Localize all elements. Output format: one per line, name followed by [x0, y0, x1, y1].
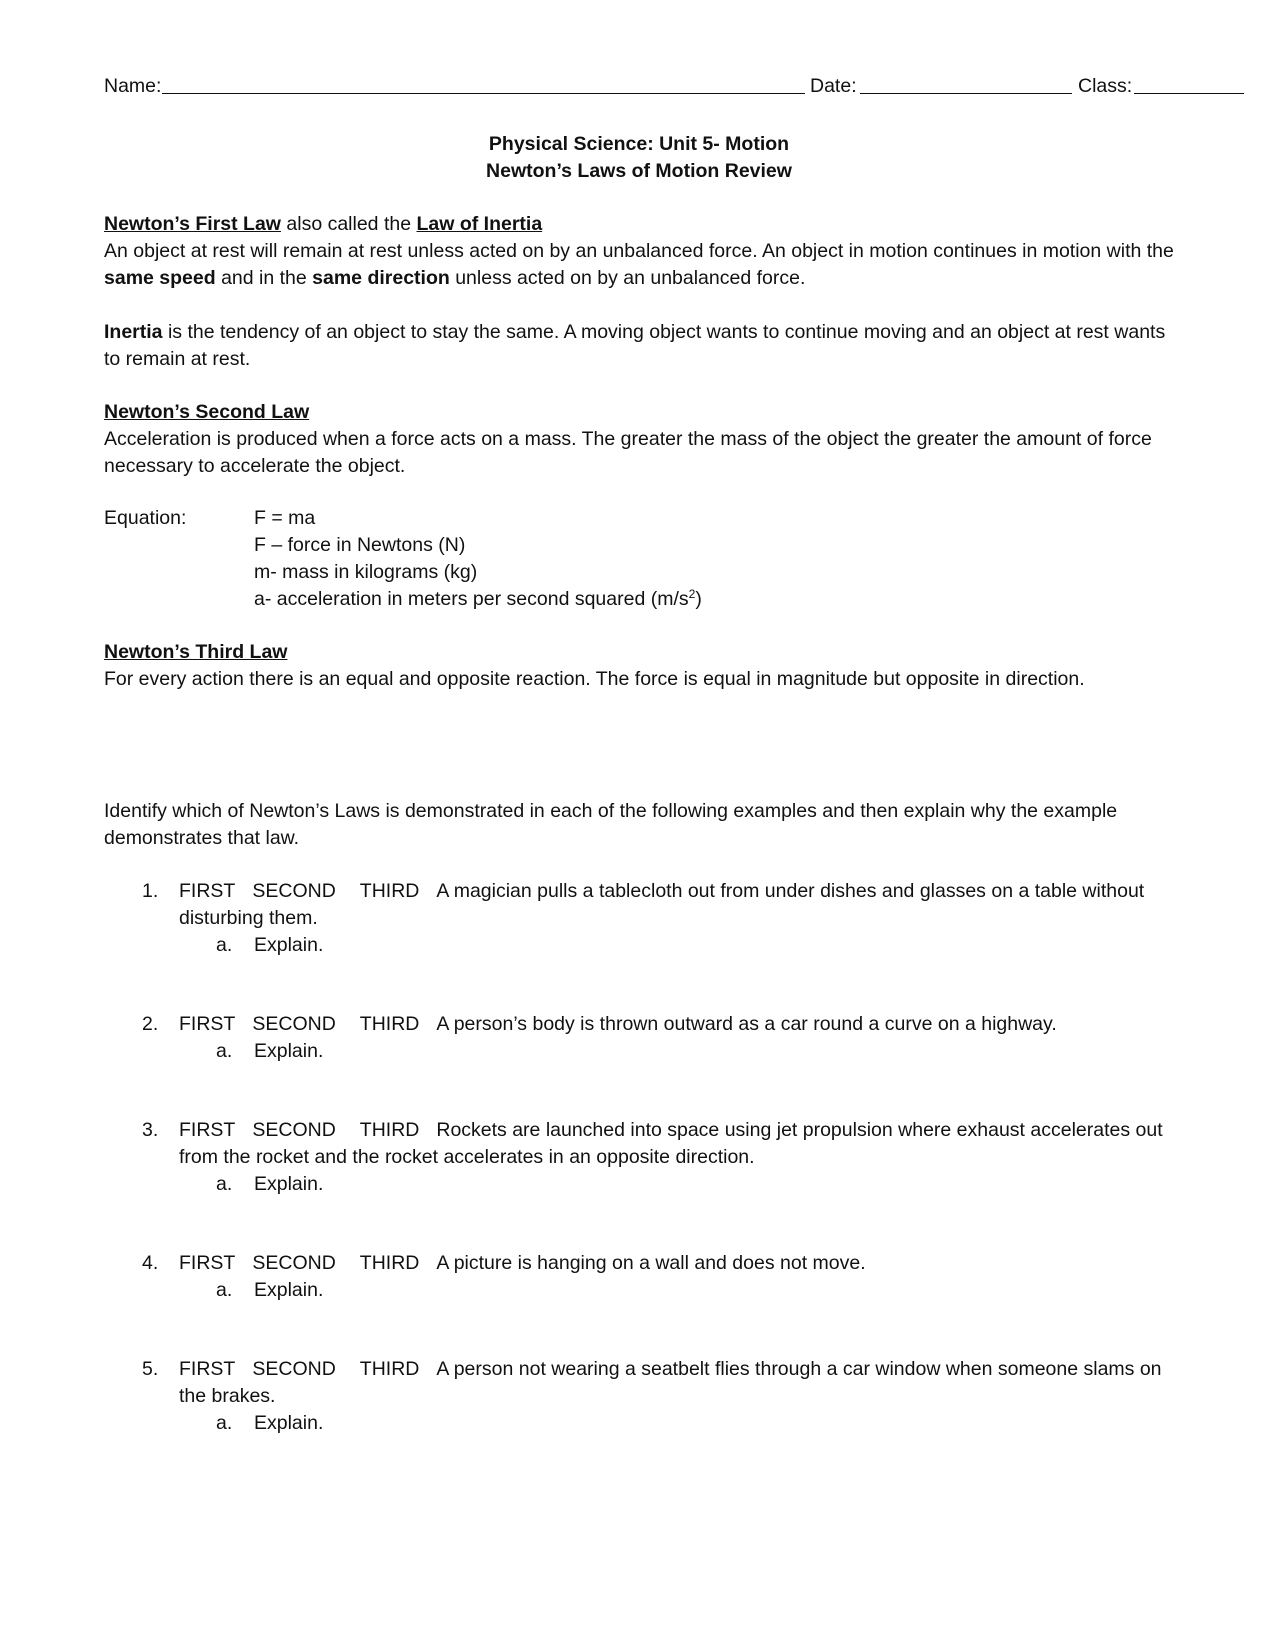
question-text: A person not wearing a seatbelt flies through a car window when someone slams on the brakes. [179, 1358, 1162, 1407]
option-second[interactable]: SECOND [252, 1252, 336, 1274]
option-second[interactable]: SECOND [252, 1358, 336, 1380]
acceleration-exponent: 2 [688, 587, 696, 601]
acceleration-definition-text: a- acceleration in meters per second squared (m/s [254, 588, 689, 610]
question-number: 2. [142, 1013, 159, 1035]
first-law-section [104, 211, 1174, 292]
date-blank [860, 73, 1072, 94]
explain-text: Explain. [254, 1279, 324, 1301]
instructions: Identify which of Newton’s Laws is demonstrated in each of the following examples and then explain why the example demonstrates that law. [104, 800, 1118, 849]
first-law-text [104, 238, 1174, 292]
acceleration-close-paren: ) [695, 588, 702, 610]
third-law-text: For every action there is an equal and opposite reaction. The force is equal in magnitude but opposite in direction. [104, 668, 1085, 690]
explain-text: Explain. [254, 1040, 324, 1062]
option-third[interactable]: THIRD [359, 1358, 420, 1380]
question-2 [104, 1011, 1174, 1065]
first-law-alias: Law of Inertia [416, 213, 543, 235]
second-law-text: Acceleration is produced when a force acts on a mass. The greater the mass of the object the greater the amount of force necessary to accelerate the object. [104, 428, 1152, 477]
title-line-2: Newton’s Laws of Motion Review [486, 160, 792, 182]
option-first[interactable]: FIRST [179, 1358, 236, 1380]
mass-definition-row [104, 559, 1174, 586]
option-first[interactable]: FIRST [179, 1013, 236, 1035]
option-third[interactable]: THIRD [359, 1013, 420, 1035]
title-line-1: Physical Science: Unit 5- Motion [488, 133, 790, 155]
question-number: 4. [142, 1252, 159, 1274]
option-first[interactable]: FIRST [179, 1119, 236, 1141]
question-3 [104, 1117, 1174, 1198]
question-number: 5. [142, 1358, 159, 1380]
third-law-heading: Newton’s Third Law [104, 641, 288, 663]
option-third[interactable]: THIRD [359, 1252, 420, 1274]
option-third[interactable]: THIRD [359, 1119, 420, 1141]
explain-label: a. [216, 934, 233, 956]
first-law-text-part-1: An object at rest will remain at rest unless acted on by an unbalanced force. An object in motion continues in motion with the [104, 240, 1174, 262]
question-4 [104, 1250, 1174, 1304]
question-text: A picture is hanging on a wall and does not move. [436, 1252, 866, 1274]
question-prompt [179, 1250, 1174, 1277]
equation-row [104, 505, 1174, 532]
option-second[interactable]: SECOND [252, 880, 336, 902]
inertia-section [104, 319, 1174, 373]
class-label: Class: [1078, 75, 1133, 97]
equation-label: Equation: [104, 507, 187, 529]
acceleration-definition-row [104, 586, 1174, 613]
first-law-text-part-2: and in the [215, 267, 313, 289]
explain-text: Explain. [254, 934, 324, 956]
explain-label: a. [216, 1040, 233, 1062]
question-number: 1. [142, 880, 159, 902]
question-text: A person’s body is thrown outward as a car round a curve on a highway. [436, 1013, 1057, 1035]
student-info-header [104, 73, 1174, 100]
option-second[interactable]: SECOND [252, 1119, 336, 1141]
class-blank [1134, 73, 1244, 94]
question-1 [104, 878, 1174, 959]
question-prompt [179, 878, 1174, 932]
mass-definition: m- mass in kilograms (kg) [254, 561, 478, 583]
option-second[interactable]: SECOND [252, 1013, 336, 1035]
question-prompt [179, 1356, 1174, 1410]
option-first[interactable]: FIRST [179, 880, 236, 902]
explain-text: Explain. [254, 1173, 324, 1195]
explain-label: a. [216, 1412, 233, 1434]
first-law-bold-speed: same speed [104, 267, 216, 289]
option-third[interactable]: THIRD [359, 880, 420, 902]
question-text: A magician pulls a tablecloth out from under dishes and glasses on a table without disturbing them. [179, 880, 1145, 929]
force-definition: F – force in Newtons (N) [254, 534, 466, 556]
first-law-also: also called the [280, 213, 417, 235]
question-prompt [179, 1011, 1174, 1038]
question-number: 3. [142, 1119, 159, 1141]
equation-section [104, 505, 1174, 615]
explain-text: Explain. [254, 1412, 324, 1434]
name-blank [162, 73, 805, 94]
first-law-text-part-3: unless acted on by an unbalanced force. [449, 267, 806, 289]
explain-label: a. [216, 1173, 233, 1195]
option-first[interactable]: FIRST [179, 1252, 236, 1274]
force-definition-row [104, 532, 1174, 559]
second-law-heading: Newton’s Second Law [104, 401, 310, 423]
name-label: Name: [104, 75, 162, 97]
date-label: Date: [810, 75, 857, 97]
second-law-section [104, 399, 1174, 480]
worksheet-title [104, 131, 1174, 185]
third-law-section [104, 639, 1174, 693]
equation-formula: F = ma [254, 507, 316, 529]
question-5 [104, 1356, 1174, 1437]
explain-label: a. [216, 1279, 233, 1301]
first-law-heading: Newton’s First Law [104, 213, 281, 235]
first-law-bold-direction: same direction [312, 267, 450, 289]
question-prompt [179, 1117, 1174, 1171]
question-text: Rockets are launched into space using jet propulsion where exhaust accelerates out from the rocket and the rocket accelerates in an opposite direction. [179, 1119, 1163, 1168]
inertia-term: Inertia [104, 321, 163, 343]
acceleration-definition [254, 586, 702, 613]
inertia-text: is the tendency of an object to stay the same. A moving object wants to continue moving and an object at rest wants to remain at rest. [104, 321, 1166, 370]
first-law-heading-line [104, 211, 1174, 238]
